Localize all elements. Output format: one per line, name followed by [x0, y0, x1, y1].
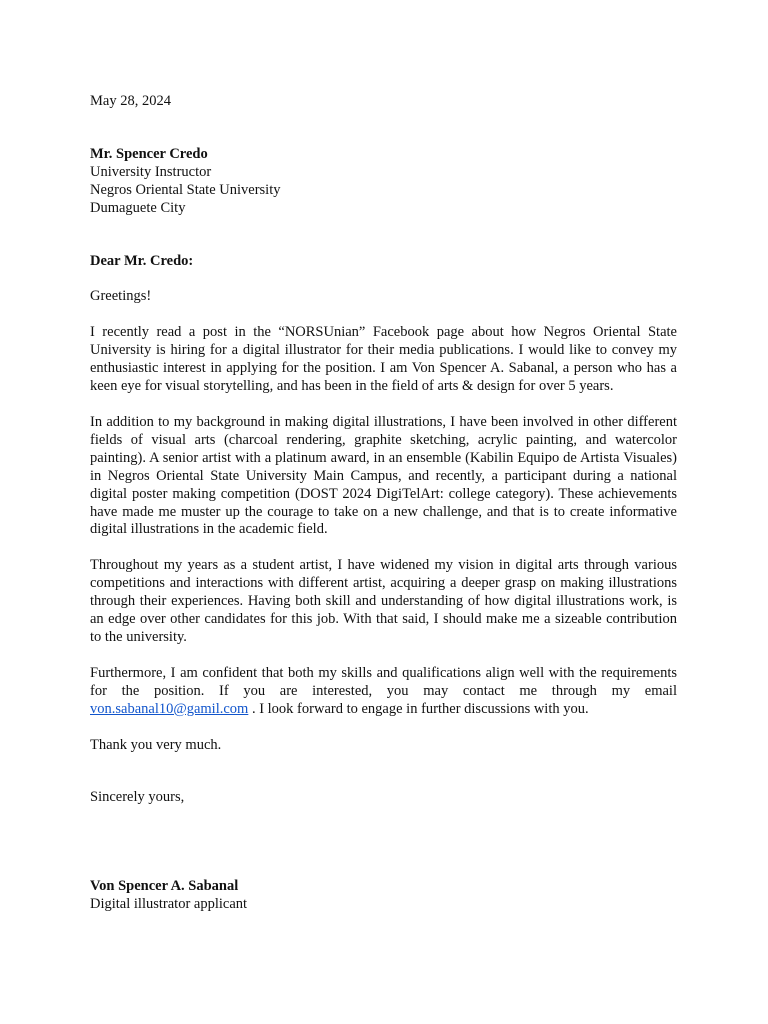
recipient-city: Dumaguete City [90, 199, 186, 216]
email-link[interactable]: von.sabanal10@gamil.com [90, 700, 249, 717]
contact-text-before: Furthermore, I am confident that both my skills and qualifications align well with the requirements for the position. If you are interested, you may contact me through my email [90, 664, 677, 699]
letter-date: May 28, 2024 [90, 93, 171, 109]
signature-block [90, 878, 677, 914]
body-paragraph-experience: Throughout my years as a student artist, I have widened my vision in digital arts through various competitions and interactions with different artist, acquiring a deeper grasp on making illustrations through their experiences. Having both skill and understanding of how digital illustrations work, is an edge over other candidates for this job. With that said, I should make me a sizeable contribution to the university. [90, 557, 677, 645]
contact-text-after: . I look forward to engage in further discussions with you. [248, 700, 589, 717]
body-paragraph-contact [90, 665, 677, 719]
body-paragraph-background: In addition to my background in making digital illustrations, I have been involved in other different fields of visual arts (charcoal rendering, graphite sketching, acrylic painting, and watercolor painting). A senior artist with a platinum award, in an ensemble (Kabilin Equipo de Artista Visuales) in Negros Oriental State University Main Campus, and recently, a participant during a national digital poster making competition (DOST 2024 DigiTelArt: college category). These achievements have made me muster up the courage to take on a new challenge, and that is to create informative digital illustrations in the academic field. [90, 413, 677, 538]
signature-name: Von Spencer A. Sabanal [90, 878, 239, 895]
body-paragraph-intro: I recently read a post in the “NORSUnian” Facebook page about how Negros Oriental State University is hiring for a digital illustrator for their media publications. I would like to convey my enthusiastic interest in applying for the position. I am Von Spencer A. Sabanal, a person who has a keen eye for visual storytelling, and has been in the field of arts & design for over 5 years. [90, 324, 677, 395]
letter-page [90, 93, 677, 914]
thanks-line: Thank you very much. [90, 736, 222, 753]
greeting: Greetings! [90, 288, 152, 305]
recipient-block [90, 146, 677, 218]
recipient-organization: Negros Oriental State University [90, 181, 281, 198]
recipient-title: University Instructor [90, 163, 212, 180]
closing-line: Sincerely yours, [90, 789, 185, 806]
recipient-name: Mr. Spencer Credo [90, 145, 208, 162]
salutation: Dear Mr. Credo: [90, 252, 194, 269]
signature-role: Digital illustrator applicant [90, 896, 248, 913]
